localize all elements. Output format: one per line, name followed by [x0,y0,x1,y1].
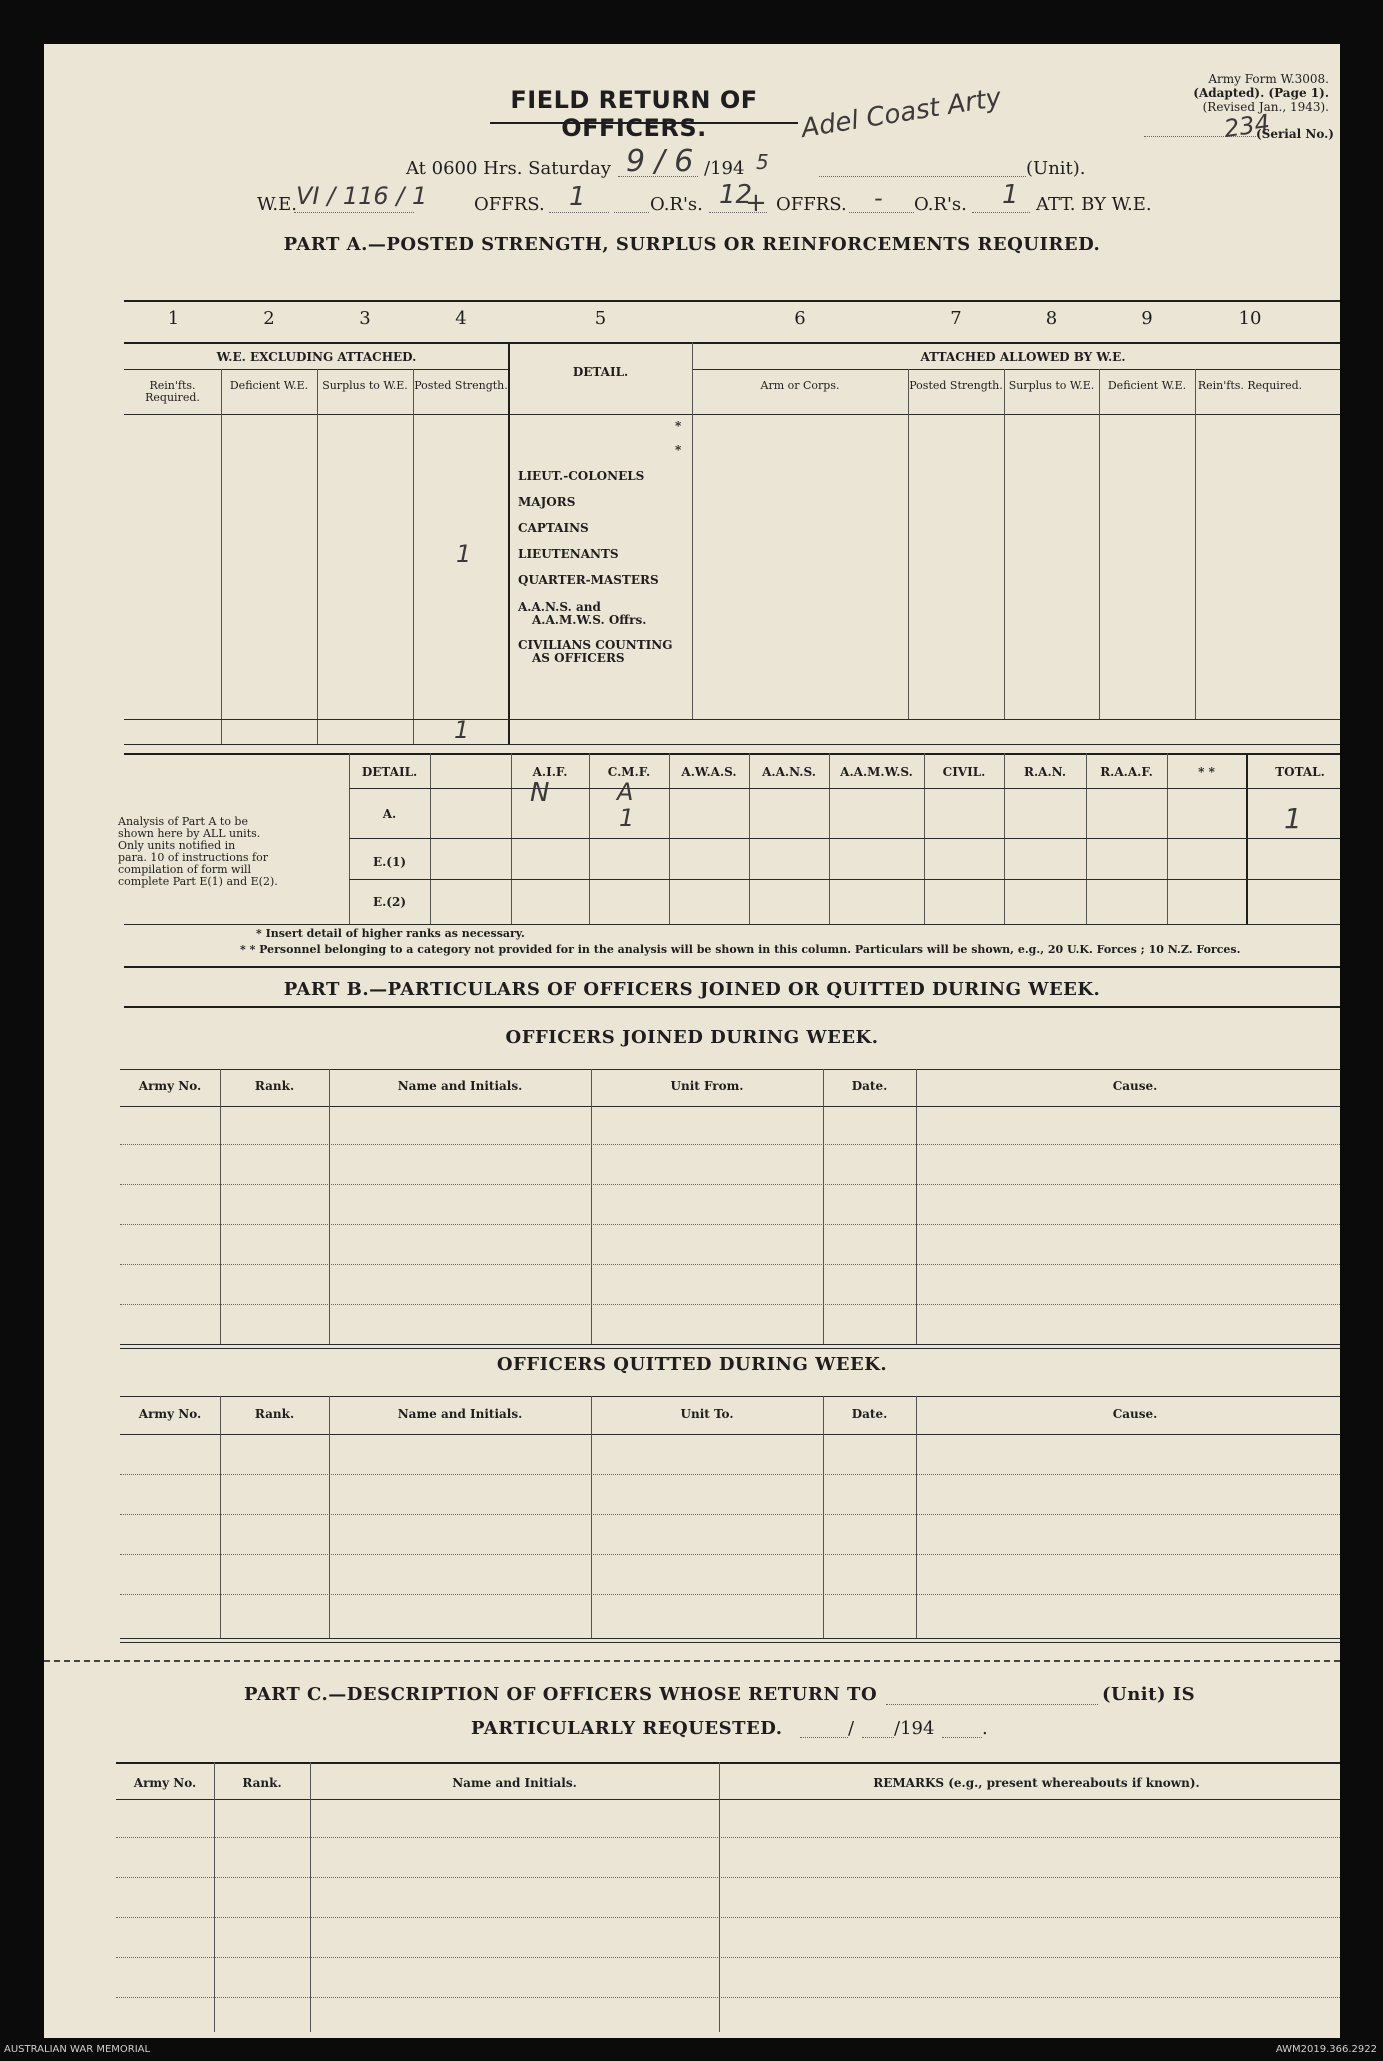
col-number-2: 2 [263,308,275,329]
joined-row-5 [120,1304,1340,1305]
col-number-1: 1 [167,308,180,329]
part-c-slash: / [848,1718,855,1739]
part-c-vline-1 [214,1762,215,2032]
part-c-top-rule [116,1762,1340,1764]
quitted-vline-5 [916,1396,917,1638]
offrs2-value: - [874,184,883,212]
joined-vline-1 [220,1069,221,1344]
cmf-handwritten-mark: A [617,778,634,806]
we-dotline [294,212,414,213]
joined-header-cause: Cause. [1112,1079,1158,1093]
part-c-header-rule [116,1799,1340,1800]
part-c-day-dotline [800,1737,848,1738]
joined-header-rank: Rank. [254,1079,295,1093]
part-c-line2: PARTICULARLY REQUESTED. [471,1718,783,1739]
quitted-top-rule [120,1396,1340,1397]
analysis-header-cmf: C.M.F. [607,765,651,779]
quitted-row-2 [120,1514,1340,1515]
form-page [44,44,1340,2038]
ors-pre-dotline [614,212,649,213]
offrs-dotline [549,212,609,213]
total-posted-value: 1 [454,716,470,744]
archive-reference: AWM2019.366.2922 [1275,2044,1377,2055]
analysis-header-aif: A.I.F. [532,765,568,779]
form-ref-line2: (Adapted). (Page 1). [1193,86,1329,100]
joined-row-4 [120,1264,1340,1265]
joined-header-name: Name and Initials. [397,1079,523,1093]
analysis-header-civil: CIVIL. [942,765,986,779]
we-handwritten: VI / 116 / 1 [296,182,428,210]
analysis-note-line5: compilation of form will [118,863,252,876]
quitted-row-3 [120,1554,1340,1555]
vline-a7 [1004,369,1005,719]
serial-handwritten: 234 [1222,108,1272,144]
analysis-header-other: * * [1198,765,1215,779]
quitted-header-name: Name and Initials. [397,1407,523,1421]
vline-a8 [1099,369,1100,719]
quitted-vline-2 [329,1396,330,1638]
joined-vline-4 [823,1069,824,1344]
we-label: W.E. [257,194,297,215]
title-underline [490,122,798,124]
joined-vline-3 [591,1069,592,1344]
form-title: FIELD RETURN OF OFFICERS. [510,86,758,142]
offrs-value: 1 [569,182,586,212]
col-reinfts-required-att: Rein'fts. Required. [1197,379,1303,392]
att-label: ATT. BY W.E. [1036,194,1152,215]
footnote-1: * Insert detail of higher ranks as necessary. [256,927,525,940]
analysis-header-aamws: A.A.M.W.S. [840,765,913,779]
vline-a1 [221,369,222,744]
analysis-header-rule [349,788,1340,789]
analysis-header-aans: A.A.N.S. [762,765,816,779]
form-ref-line1: Army Form W.3008. [1208,72,1329,86]
rank-aans-line1: A.A.N.S. and [518,600,601,614]
col-number-9: 9 [1141,308,1153,329]
part-c-header-army-no: Army No. [133,1776,197,1790]
quitted-header-cause: Cause. [1112,1407,1158,1421]
analysis-header-detail: DETAIL. [361,765,418,779]
rank-aans-line2: A.A.M.W.S. Offrs. [532,613,647,627]
part-a-bottom-rule [124,744,1340,745]
rank-lieutenants: LIEUTENANTS [518,547,619,561]
analysis-header-raaf: R.A.A.F. [1100,765,1153,779]
analysis-top-rule [124,753,1340,755]
analysis-header-awas: A.W.A.S. [681,765,737,779]
col-deficient-we: Deficient W.E. [229,379,309,392]
analysis-header-ran: R.A.N. [1023,765,1067,779]
joined-bottom-rule-1 [120,1344,1340,1345]
analysis-row-a-rule [349,838,1340,839]
quitted-header-rank: Rank. [254,1407,295,1421]
offrs-label: OFFRS. [474,194,545,215]
part-c-month-dotline [862,1737,894,1738]
archive-credit: AUSTRALIAN WAR MEMORIAL [4,2044,151,2055]
col-deficient-we-att: Deficient W.E. [1107,379,1187,392]
ors-label: O.R's. [650,194,703,215]
aif-handwritten-mark: N [530,778,550,808]
analysis-note-line4: para. 10 of instructions for [118,851,269,864]
joined-bottom-rule-2 [120,1348,1340,1349]
part-b-title-rule [124,1006,1340,1008]
col-number-6: 6 [794,308,806,329]
part-c-vline-2 [310,1762,311,2032]
column-header-rule [124,414,1340,415]
col-posted-strength: Posted Strength. [414,379,508,392]
year-digit: 5 [756,150,769,174]
joined-title: OFFICERS JOINED DURING WEEK. [505,1027,879,1048]
vline-a2 [317,369,318,744]
vline-a6 [908,369,909,719]
ors-value: 12 [719,180,753,210]
ors2-dotline [972,212,1030,213]
rank-captains: CAPTAINS [518,521,589,535]
ors2-value: 1 [1002,180,1019,210]
analysis-bottom-rule [124,924,1340,925]
col-surplus-we: Surplus to W.E. [322,379,408,392]
col-number-5: 5 [594,308,607,329]
analysis-note-line2: shown here by ALL units. [118,827,261,840]
rank-civilians-line1: CIVILIANS COUNTING [518,638,673,652]
unit-label: (Unit). [1026,158,1086,179]
rank-lieut-colonels: LIEUT.-COLONELS [518,469,645,483]
serial-label: (Serial No.) [1256,127,1334,141]
attached-allowed-rule [692,369,1340,370]
detail-header: DETAIL. [572,365,629,379]
part-c-row-3 [116,1917,1340,1918]
quitted-row-4 [120,1594,1340,1595]
quitted-bottom-rule-2 [120,1642,1340,1643]
vline-a4 [508,342,510,744]
joined-row-3 [120,1224,1340,1225]
part-c-year-dotline [942,1737,982,1738]
quitted-row-1 [120,1474,1340,1475]
part-c-unit-dotline [886,1704,1098,1705]
vline-a9 [1195,369,1196,719]
part-c-line1: PART C.—DESCRIPTION OF OFFICERS WHOSE RETURN TO [244,1684,878,1705]
analysis-row-e2: E.(2) [372,895,407,909]
cmf-value: 1 [619,804,635,832]
part-c-period: . [982,1718,988,1739]
joined-vline-5 [916,1069,917,1344]
joined-row-2 [120,1184,1340,1185]
rank-majors: MAJORS [518,495,576,509]
analysis-note-line1: Analysis of Part A to be [118,815,248,828]
joined-header-rule [120,1106,1340,1107]
ors2-label: O.R's. [914,194,967,215]
part-c-vline-3 [719,1762,720,2032]
analysis-header-total: TOTAL. [1275,765,1325,779]
col-number-10: 10 [1238,308,1262,329]
vline-a3 [413,369,414,744]
quitted-header-rule [120,1434,1340,1435]
part-c-row-1 [116,1837,1340,1838]
we-excluding-header: W.E. EXCLUDING ATTACHED. [216,350,417,364]
joined-top-rule [120,1069,1340,1070]
quitted-header-army-no: Army No. [138,1407,202,1421]
joined-row-1 [120,1144,1340,1145]
column-number-rule [124,342,1340,344]
part-c-header-remarks: REMARKS (e.g., present whereabouts if known). [873,1776,1200,1790]
rank-star-2: * [675,443,682,457]
part-a-title: PART A.—POSTED STRENGTH, SURPLUS OR REINFORCEMENTS REQUIRED. [283,234,1101,255]
quitted-vline-3 [591,1396,592,1638]
part-a-top-rule [124,300,1340,302]
form-ref-line3: (Revised Jan., 1943). [1202,100,1329,114]
quitted-header-unit-to: Unit To. [680,1407,734,1421]
part-c-header-rank: Rank. [242,1776,282,1790]
quitted-vline-4 [823,1396,824,1638]
part-c-row-4 [116,1957,1340,1958]
part-c-unit-is: (Unit) IS [1102,1684,1196,1705]
attached-allowed-header: ATTACHED ALLOWED BY W.E. [920,350,1126,364]
plus-sign: + [745,188,767,218]
analysis-note-line3: Only units notified in [118,839,236,852]
joined-header-date: Date. [851,1079,888,1093]
analysis-note [118,816,348,888]
joined-header-unit-from: Unit From. [670,1079,744,1093]
offrs2-label: OFFRS. [776,194,847,215]
quitted-header-date: Date. [851,1407,888,1421]
offrs2-dotline [849,212,914,213]
col-number-3: 3 [359,308,371,329]
part-c-row-2 [116,1877,1340,1878]
rank-civilians-line2: AS OFFICERS [532,651,625,665]
part-c-year: /194 [894,1718,935,1739]
part-b-top-rule [124,966,1340,968]
vline-a5 [692,342,693,719]
col-number-4: 4 [455,308,467,329]
col-posted-strength-att: Posted Strength. [909,379,1003,392]
lieutenants-posted-value: 1 [456,540,472,568]
total-value: 1 [1284,802,1302,835]
quitted-vline-1 [220,1396,221,1638]
part-a-total-rule [124,719,1340,720]
perforation-line [44,1660,1340,1662]
date-handwritten: 9 / 6 [626,144,694,179]
col-number-8: 8 [1045,308,1058,329]
unit-handwritten: Adel Coast Arty [799,82,1004,144]
rank-quarter-masters: QUARTER-MASTERS [518,573,659,587]
col-arm-or-corps: Arm or Corps. [760,379,840,392]
analysis-note-line6: complete Part E(1) and E(2). [118,875,278,888]
form-reference [1144,72,1329,114]
joined-header-army-no: Army No. [138,1079,202,1093]
col-reinfts-required: Rein'fts. Required. [145,379,200,404]
analysis-row-e1-rule [349,879,1340,880]
quitted-bottom-rule-1 [120,1638,1340,1639]
part-c-row-5 [116,1997,1340,1998]
joined-vline-2 [329,1069,330,1344]
footnote-2: * * Personnel belonging to a category not provided for in the analysis will be shown in this column. Particulars will be shown, e.g., 20 U.K. Forces ; 10 N.Z. Forces. [240,943,1241,956]
analysis-row-a: A. [382,807,397,821]
col-surplus-we-att: Surplus to W.E. [1008,379,1095,392]
at-label: At 0600 Hrs. Saturday [406,158,612,179]
part-c-header-name: Name and Initials. [452,1776,577,1790]
quitted-title: OFFICERS QUITTED DURING WEEK. [496,1354,888,1375]
year-label: /194 [704,158,745,179]
analysis-row-e1: E.(1) [372,855,407,869]
column-number-row [124,304,1340,334]
col-number-7: 7 [950,308,962,329]
rank-star-1: * [675,419,682,433]
unit-dotline [819,176,1026,177]
part-b-title: PART B.—PARTICULARS OF OFFICERS JOINED OR QUITTED DURING WEEK. [283,979,1101,1000]
